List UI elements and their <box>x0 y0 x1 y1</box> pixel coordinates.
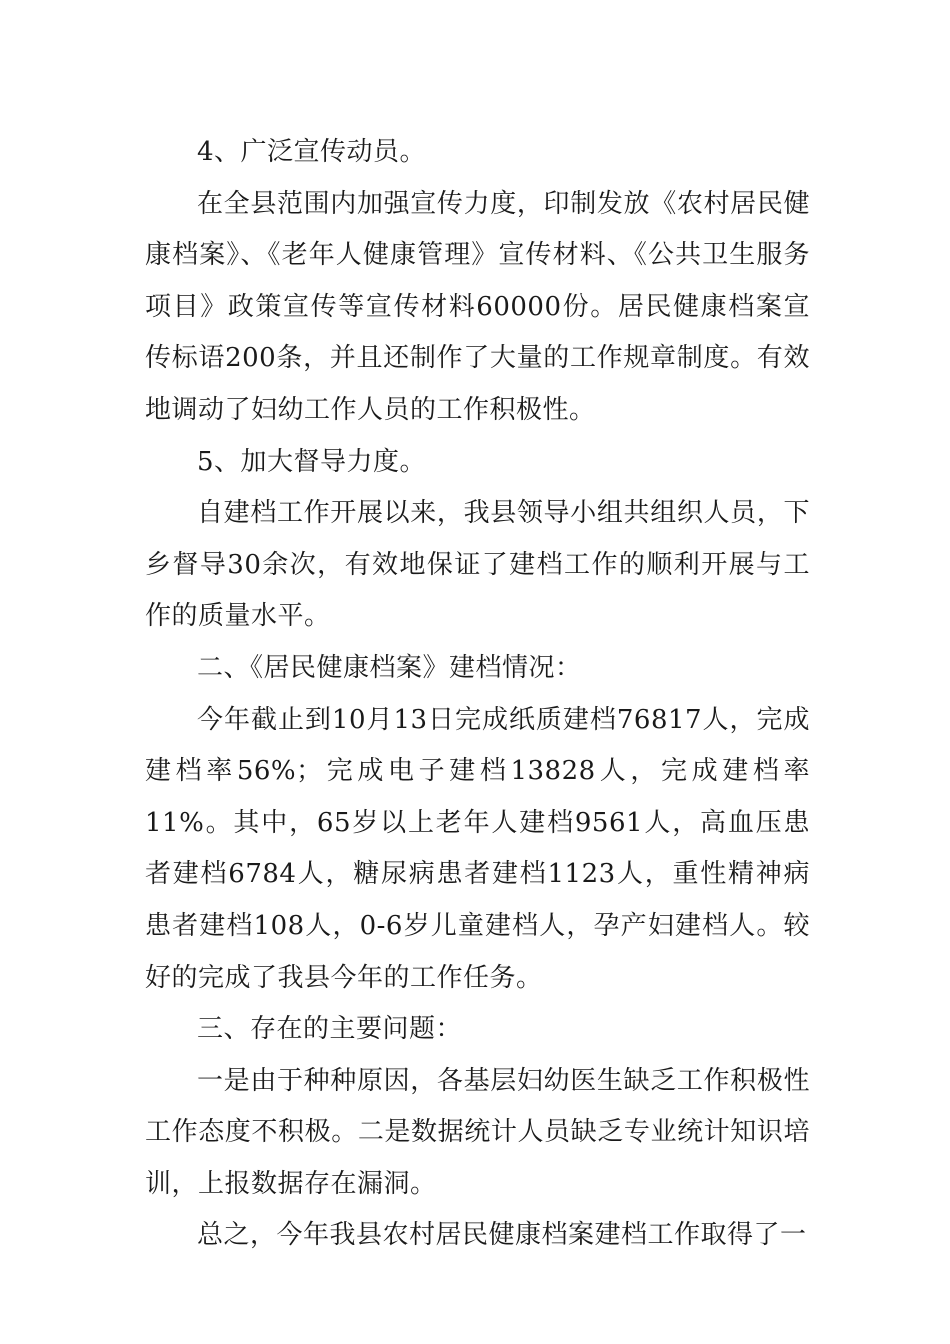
document-body <box>145 127 810 1262</box>
section-heading-supervision: 5、加大督导力度。 <box>197 446 427 477</box>
paragraph-supervision: 自建档工作开展以来，我县领导小组共组织人员，下乡督导30余次，有效地保证了建档工作的顺利开展与工作的质量水平。 <box>145 498 810 632</box>
section-heading-publicity: 4、广泛宣传动员。 <box>197 137 427 167</box>
section-heading-problems: 三、存在的主要问题： <box>197 1014 463 1045</box>
paragraph-problems: 一是由于种种原因，各基层妇幼医生缺乏工作积极性工作态度不积极。二是数据统计人员缺乏专业统计知识培训，上报数据存在漏洞。 <box>145 1065 810 1199</box>
section-heading-filing-status: 二、《居民健康档案》建档情况： <box>197 652 582 683</box>
paragraph-publicity: 在全县范围内加强宣传力度，印制发放《农村居民健康档案》、《老年人健康管理》宣传材料、《公共卫生服务项目》政策宣传等宣传材料60000份。居民健康档案宣传标语200条，并且还制作了大量的工作规章制度。有效地调动了妇幼工作人员的工作积极性。 <box>145 188 810 425</box>
paragraph-summary: 总之，今年我县农村居民健康档案建档工作取得了一 <box>197 1220 807 1251</box>
paragraph-filing-status: 今年截止到10月13日完成纸质建档76817人，完成建档率56%；完成电子建档13828人，完成建档率11%。其中，65岁以上老年人建档9561人，高血压患者建档6784人，糖尿病患者建档1123人，重性精神病患者建档108人，0-6岁儿童建档人，孕产妇建档人。较好的完成了我县今年的工作任务。 <box>145 704 810 993</box>
